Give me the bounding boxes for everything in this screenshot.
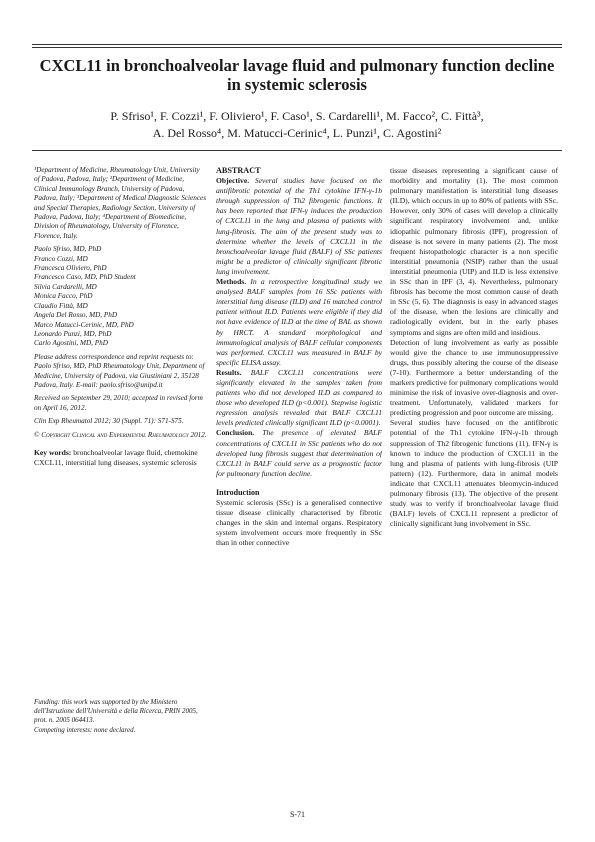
conclusion-label: Conclusion. <box>216 428 255 438</box>
person-entry: Monica Facco, PhD <box>34 292 93 301</box>
person-entry: Marco Matucci-Cerinic, MD, PhD <box>34 320 134 329</box>
objective-label: Objective. <box>216 176 250 186</box>
top-rule <box>32 44 562 45</box>
abstract-column <box>216 166 382 796</box>
authors-line-2: A. Del Rosso⁴, M. Matucci-Cerinic⁴, L. Punzi¹, C. Agostini² <box>152 126 442 140</box>
funding-statement: Funding: this work was supported by the Ministero dell'Istruzione dell'Università e della Ricerca, PRIN 2005, prot. n. 2005 064413. <box>34 698 198 725</box>
person-entry: Franco Cozzi, MD <box>34 254 88 263</box>
keywords-label: Key words: <box>34 447 72 457</box>
body-column <box>390 166 558 796</box>
body-paragraph-3: Several studies have focused on the antifibrotic potential of the Th1 cytokine IFN-γ-1b through suppression of Th2 fibrogenic functions (11). IFN-γ is known to induce the production of CXCL11 in the lung and plasma of patients with lung-fibrosis (UIP pattern) (12). Furthermore, data in animal models indicate that CXCL11 attenuates bleomycin-induced pulmonary fibrosis (13). The objective of the present study was to verify if bronchoalveolar lavage fluid (BALF) levels of CXCL11 represent a predictor of clinically significant lung involvement in SSc. <box>390 418 558 529</box>
correspondence: Please address correspondence and reprint requests to: Paolo Sfriso, MD, PhD Rheumatology Unit, Department of Medicine, University of Padova, via Giustiniani 2, 35128 Padova, Italy. E-mail: paolo.sfriso@unipd.it <box>34 352 205 389</box>
person-entry: Angela Del Rosso, MD, PhD <box>34 311 118 320</box>
header-divider <box>32 150 562 151</box>
sidebar-column <box>34 166 207 468</box>
results-label: Results. <box>216 367 242 377</box>
page-number: S-71 <box>289 810 306 819</box>
abstract-heading: ABSTRACT <box>216 166 261 175</box>
authors-line-1: P. Sfriso¹, F. Cozzi¹, F. Oliviero¹, F. Caso¹, S. Cardarelli¹, M. Facco², C. Fittà³, <box>110 109 484 123</box>
intro-heading: Introduction <box>216 487 260 497</box>
journal-citation: Clin Exp Rheumatol 2012; 30 (Suppl. 71): S71-S75. <box>34 417 184 426</box>
competing-interests: Competing interests: none declared. <box>34 725 136 734</box>
author-credentials <box>34 245 207 348</box>
received-dates: Received on September 29, 2010; accepted in revised form on April 16, 2012. <box>34 394 203 412</box>
copyright-notice: © Copyright Clinical and Experimental Rheumatology 2012. <box>34 430 207 439</box>
person-entry: Leonardo Punzi, MD, PhD <box>34 329 112 338</box>
intro-paragraph: Systemic sclerosis (SSc) is a generalised connective tissue disease clinically characterised by fibrotic changes in the skin and internal organs. Respiratory system involvement occurs more frequently in SSc than in other connective <box>216 498 382 548</box>
person-entry: Francesca Oliviero, PhD <box>34 264 107 273</box>
person-entry: Carlo Agostini, MD, PhD <box>34 339 108 348</box>
abstract-results <box>216 368 382 429</box>
results-text: BALF CXCL11 concentrations were significantly elevated in the samples taken from patients who did not developed ILD as compared to those who developed ILD (p<0.001). Stepwise logistic regression analysis revealed that BALF CXCL11 levels predicted clinically significant ILD (p<0.0001). <box>216 367 382 428</box>
keywords <box>34 448 207 468</box>
author-list <box>32 108 562 142</box>
body-paragraph-1: tissue diseases representing a significant cause of morbidity and mortality (1). The most common pulmonary manifestation is interstitial lung diseases (ILD), which occurs in up to 80% of patients with SSc. However, only 30% of cases will develop a clinically significant respiratory involvement and, unlike idiopathic pulmonary fibrosis (IPF), progression of disease is not severe in many patients (2). The most frequent histopathologic character is a non specific interstitial pneumonia (NSIP) rather than the usual interstitial pneumonia (UIP) and ILD is less extensive in SSc than in IPF (3, 4). Nevertheless, pulmonary fibrosis has become the most common cause of death in SSc (5, 6). The diagnosis is easy in advanced stages of the disease, when the lesions are clinically and radiologically evident, but in the early phases symptoms and signs are often mild and insidious. <box>390 166 558 337</box>
methods-text: In a retrospective longitudinal study we analysed BALF samples from 16 SSc patients with interstitial lung disease (ILD) and 16 matched control patient without ILD. Patients were eligible if they did not have evidence of ILD at the time of BAL as shown by HRCT. A standard morphological and immunological analysis of BALF cellular components was performed. CXCL11 was measured in BALF by specific ELISA assay. <box>216 277 382 367</box>
person-entry: Paolo Sfriso, MD, PhD <box>34 245 102 254</box>
top-rule-second <box>32 47 562 48</box>
body-paragraph-2: Detection of lung involvement as early as possible would give the chance to use immunosuppressive drugs, thus possibly altering the course of the disease (7-10). Furthermore a better understanding of the markers predictive for pulmonary complications would minimise the risk of invasive over-diagnosis and over-treatment. Unfortunately, validated markers for predicting progression and poor outcome are missing. <box>390 337 558 418</box>
person-entry: Francesco Caso, MD, PhD Student <box>34 273 136 282</box>
conclusion-text: The presence of elevated BALF concentrations of CXCL11 in SSc patients who do not developed lung fibrosis suggest that determination of CXCL11 in BALF could serve as a prognostic factor for pulmonary function decline. <box>216 428 382 478</box>
abstract-objective <box>216 176 382 277</box>
article-title: CXCL11 in bronchoalveolar lavage fluid and pulmonary function decline in systemic sclerosis <box>39 56 555 94</box>
abstract-methods <box>216 277 382 368</box>
methods-label: Methods. <box>216 277 247 287</box>
funding-notes <box>34 698 207 735</box>
keywords-text: bronchoalveolar lavage fluid, chemokine CXCL11, interstitial lung diseases, systemic sclerosis <box>34 447 198 467</box>
person-entry: Silvia Cardarelli, MD <box>34 282 97 291</box>
abstract-conclusion <box>216 428 382 478</box>
objective-text: Several studies have focused on the antifibrotic potential of the Th1 cytokine IFN-γ-1b through suppression of Th2 fibrogenic functions. It has been reported that IFN-γ induces the production of CXCL11 in the lung and plasma of patients with lung-fibrosis. The aim of the present study was to determine whether the levels of CXCL11 in the bronchoalveolar lavage fluid (BALF) of SSc patients might be a predictor of clinically significant fibrotic lung involvement. <box>216 176 382 276</box>
person-entry: Claudio Fittà, MD <box>34 301 88 310</box>
affiliations: ¹Department of Medicine, Rheumatology Unit, University of Padova, Padova, Italy; ²Department of Medicine, Clinical Immunology Branch, University of Padova, Padova, Italy; ³Department of Medical Diagnostic Sciences and Special Therapies, Radiology Section, University of Padova, Padova, Italy; ⁴Department of Biomedicine, Division of Rheumatology, University of Florence, Florence, Italy. <box>34 166 207 240</box>
